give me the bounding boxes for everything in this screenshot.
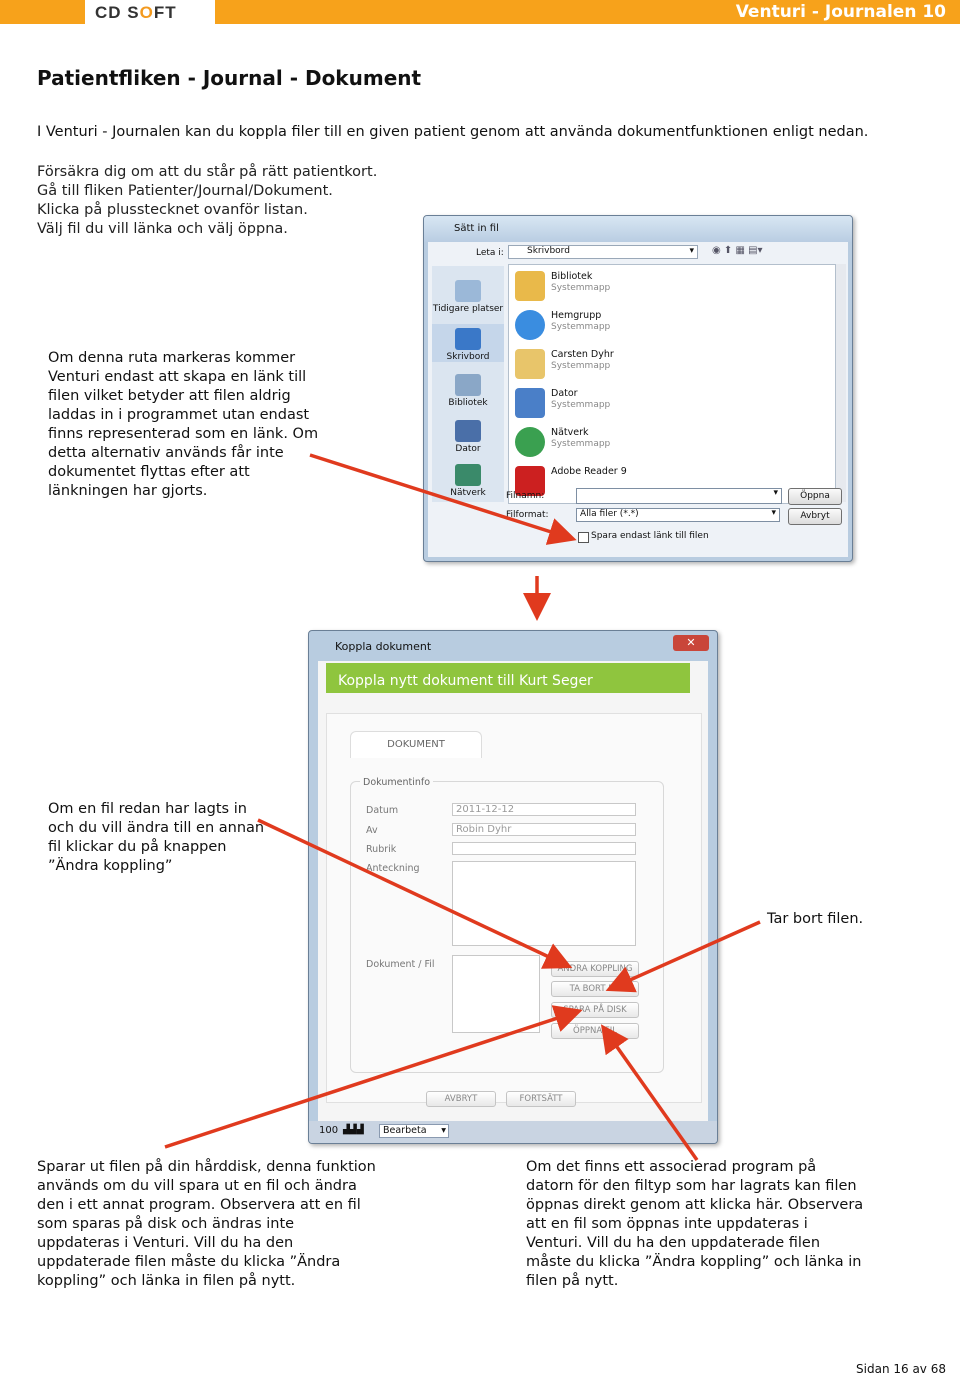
remove-file-button[interactable]: TA BORT FIL: [551, 981, 639, 997]
place-label: Skrivbord: [446, 352, 490, 362]
logo-text-right: FT: [153, 3, 177, 22]
place-label: Nätverk: [450, 488, 486, 498]
item-type: Systemmapp: [551, 439, 611, 449]
chevron-down-icon: ▾: [771, 508, 776, 518]
author-field[interactable]: Robin Dyhr: [452, 823, 636, 836]
logo-text-o: O: [139, 3, 154, 22]
intro-text: I Venturi - Journalen kan du koppla filer till en given patient genom att använda dokumentfunktionen enligt nedan.: [37, 124, 869, 140]
item-name: Dator: [551, 388, 578, 399]
link-note-text: Om denna ruta markeras kommer Venturi endast att skapa en länk till filen vilket betyder att filen aldrig laddas in i programmet utan endast finns representerad som en länk. Om detta alternativ används får inte dokumentet flyttas efter att länkningen har gjorts.: [48, 350, 319, 499]
dialog-banner: Koppla nytt dokument till Kurt Seger: [326, 663, 690, 693]
item-type: Systemmapp: [551, 400, 611, 410]
chevron-down-icon: ▾: [689, 246, 694, 256]
item-type: Systemmapp: [551, 322, 611, 332]
item-name: Nätverk: [551, 427, 589, 438]
link-document-title: Koppla dokument: [335, 640, 432, 653]
item-name: Bibliotek: [551, 271, 593, 282]
filetype-value: Alla filer (*.*): [580, 509, 639, 519]
change-link-button[interactable]: ÄNDRA KOPPLING: [551, 961, 639, 977]
cancel-button[interactable]: AVBRYT: [426, 1091, 496, 1107]
place-label: Bibliotek: [448, 398, 488, 408]
filename-label: Filnamn:: [506, 491, 545, 501]
save-note-text: Sparar ut filen på din hårddisk, denna funktion används om du vill spara ut en fil och ändra den i ett annat program. Observera att en fil som sparas på disk och ändras inte uppdateras i Venturi. Vill du ha den uppdaterade filen måste du klicka ”Ändra koppling” och länka in filen på nytt.: [37, 1159, 376, 1289]
arrow-to-change-button: [258, 820, 566, 965]
save-to-disk-button[interactable]: SPARA PÅ DISK: [551, 1002, 639, 1018]
chevron-down-icon: ▾: [773, 488, 778, 498]
change-note-text: Om en fil redan har lagts in och du vill ändra till en annan fil klickar du på knappen ”Ändra koppling”: [48, 801, 265, 874]
look-in-label: Leta i:: [476, 248, 504, 258]
arrow-to-link-checkbox: [310, 455, 570, 538]
arrow-to-remove-button: [612, 922, 760, 988]
place-label: Tidigare platser: [432, 304, 504, 314]
document-info-label: Dokumentinfo: [360, 777, 433, 788]
nav-toolbar-icons[interactable]: ◉ ⬆ ▦ ▤▾: [712, 245, 763, 256]
document-file-label: Dokument / Fil: [366, 959, 435, 970]
open-note-text: Om det finns ett associerad program på datorn för den filtyp som har lagrats kan filen öppnas direkt genom att klicka här. Observera att en fil som öppnas inte uppdateras i Venturi. Vill du ha den uppdaterade filen måste du klicka ”Ändra koppling” och länka in filen på nytt.: [526, 1159, 864, 1289]
remove-note-text: Tar bort filen.: [767, 911, 864, 927]
status-icons: ▟▟▟: [343, 1125, 364, 1135]
filetype-label: Filformat:: [506, 510, 549, 520]
page-number: Sidan 16 av 68: [856, 1362, 946, 1376]
file-dialog-title: Sätt in fil: [454, 223, 499, 234]
note-label: Anteckning: [366, 863, 420, 874]
proceed-button[interactable]: FORTSÄTT: [506, 1091, 576, 1107]
cancel-button[interactable]: Avbryt: [788, 508, 842, 525]
item-type: Systemmapp: [551, 283, 611, 293]
item-name: Hemgrupp: [551, 310, 602, 321]
arrow-to-open-button: [605, 1030, 697, 1160]
item-name: Adobe Reader 9: [551, 466, 627, 477]
open-button[interactable]: Öppna: [788, 488, 842, 505]
item-name: Carsten Dyhr: [551, 349, 614, 360]
item-type: Systemmapp: [551, 361, 611, 371]
look-in-value: Skrivbord: [527, 246, 570, 256]
close-icon[interactable]: ✕: [673, 635, 709, 651]
link-only-label: Spara endast länk till filen: [591, 531, 709, 541]
date-field[interactable]: 2011-12-12: [452, 803, 636, 816]
open-file-button[interactable]: ÖPPNA FIL: [551, 1023, 639, 1039]
date-label: Datum: [366, 805, 399, 816]
tab-document[interactable]: DOKUMENT: [350, 731, 482, 758]
arrow-to-save-button: [165, 1012, 576, 1147]
zoom-level: 100: [319, 1125, 339, 1136]
logo-text-left: CD S: [95, 3, 140, 22]
page-title: Patientfliken - Journal - Dokument: [37, 66, 422, 90]
header-title: Venturi - Journalen 10: [735, 2, 946, 22]
author-label: Av: [366, 825, 378, 836]
mode-value: Bearbeta: [383, 1125, 427, 1136]
place-label: Dator: [455, 444, 481, 454]
heading-label: Rubrik: [366, 844, 397, 855]
chevron-down-icon: ▾: [441, 1125, 446, 1136]
steps-text: Försäkra dig om att du står på rätt patientkort. Gå till fliken Patienter/Journal/Dokument. Klicka på plusstecknet ovanför listan. Välj fil du vill länka och välj öppna.: [37, 164, 378, 237]
